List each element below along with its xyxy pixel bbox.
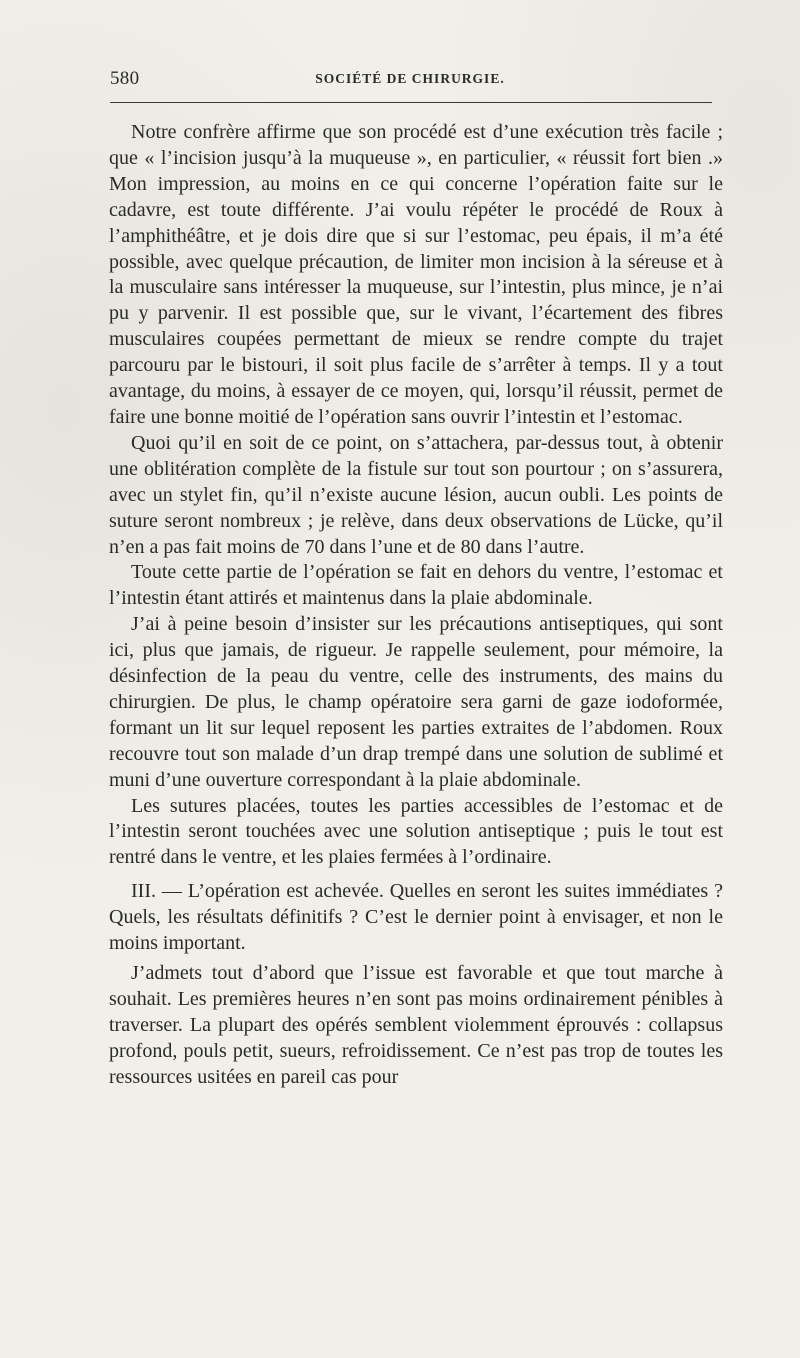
page-number: 580	[110, 68, 140, 89]
paragraph: Quoi qu’il en soit de ce point, on s’attachera, par-dessus tout, à obtenir une oblitération complète de la fistule sur tout son pourtour ; on s’assurera, avec un stylet fin, qu’il n’existe aucune lésion, aucun oubli. Les points de suture seront nombreux ; je relève, dans deux observations de Lücke, qu’il n’en a pas fait moins de 70 dans l’une et de 80 dans l’autre.	[109, 431, 723, 558]
page-header	[110, 68, 710, 98]
paragraph: Les sutures placées, toutes les parties accessibles de l’estomac et de l’intestin seront touchées avec une solution antiseptique ; puis le tout est rentré dans le ventre, et les plaies fermées à l’ordinaire.	[109, 794, 723, 869]
body-text	[109, 120, 723, 1091]
header-rule	[110, 102, 712, 103]
paragraph: Toute cette partie de l’opération se fait en dehors du ventre, l’estomac et l’intestin étant attirés et maintenus dans la plaie abdominale.	[109, 561, 723, 610]
paragraph: J’admets tout d’abord que l’issue est favorable et que tout marche à souhait. Les premières heures n’en sont pas moins ordinairement pénibles à traverser. La plupart des opérés semblent violemment éprouvés : collapsus profond, pouls petit, sueurs, refroidissement. Ce n’est pas trop de toutes les ressources usitées en pareil cas pour	[109, 962, 723, 1088]
running-head: SOCIÉTÉ DE CHIRURGIE.	[315, 71, 505, 86]
paragraph: Notre confrère affirme que son procédé est d’une exécution très facile ; que « l’incision jusqu’à la muqueuse », en particulier, « réussit fort bien .» Mon impression, au moins en ce qui concerne l’opération faite sur le cadavre, est toute différente. J’ai voulu répéter le procédé de Roux à l’amphithéâtre, et je dois dire que si sur l’estomac, peu épais, il m’a été possible, avec quelque précaution, de limiter mon incision à la séreuse et à la musculaire sans intéresser la muqueuse, sur l’intestin, plus mince, je n’ai pu y parvenir. Il est possible que, sur le vivant, l’écartement des fibres musculaires coupées permettant de mieux se rendre compte du trajet parcouru par le bistouri, il soit plus facile de s’arrêter à temps. Il y a tout avantage, du moins, à essayer de ce moyen, qui, lorsqu’il réussit, permet de faire une bonne moitié de l’opération sans ouvrir l’intestin et l’estomac.	[109, 121, 723, 428]
section-paragraph: III. — L’opération est achevée. Quelles en seront les suites immédiates ? Quels, les résultats définitifs ? C’est le dernier point à envisager, et non le moins important.	[109, 880, 723, 955]
paragraph: J’ai à peine besoin d’insister sur les précautions antiseptiques, qui sont ici, plus que jamais, de rigueur. Je rappelle seulement, pour mémoire, la désinfection de la peau du ventre, celle des instruments, des mains du chirurgien. De plus, le champ opératoire sera garni de gaze iodoformée, formant un lit sur lequel reposent les parties extraites de l’abdomen. Roux recouvre tout son malade d’un drap trempé dans une solution de sublimé et muni d’une ouverture correspondant à la plaie abdominale.	[109, 613, 723, 791]
